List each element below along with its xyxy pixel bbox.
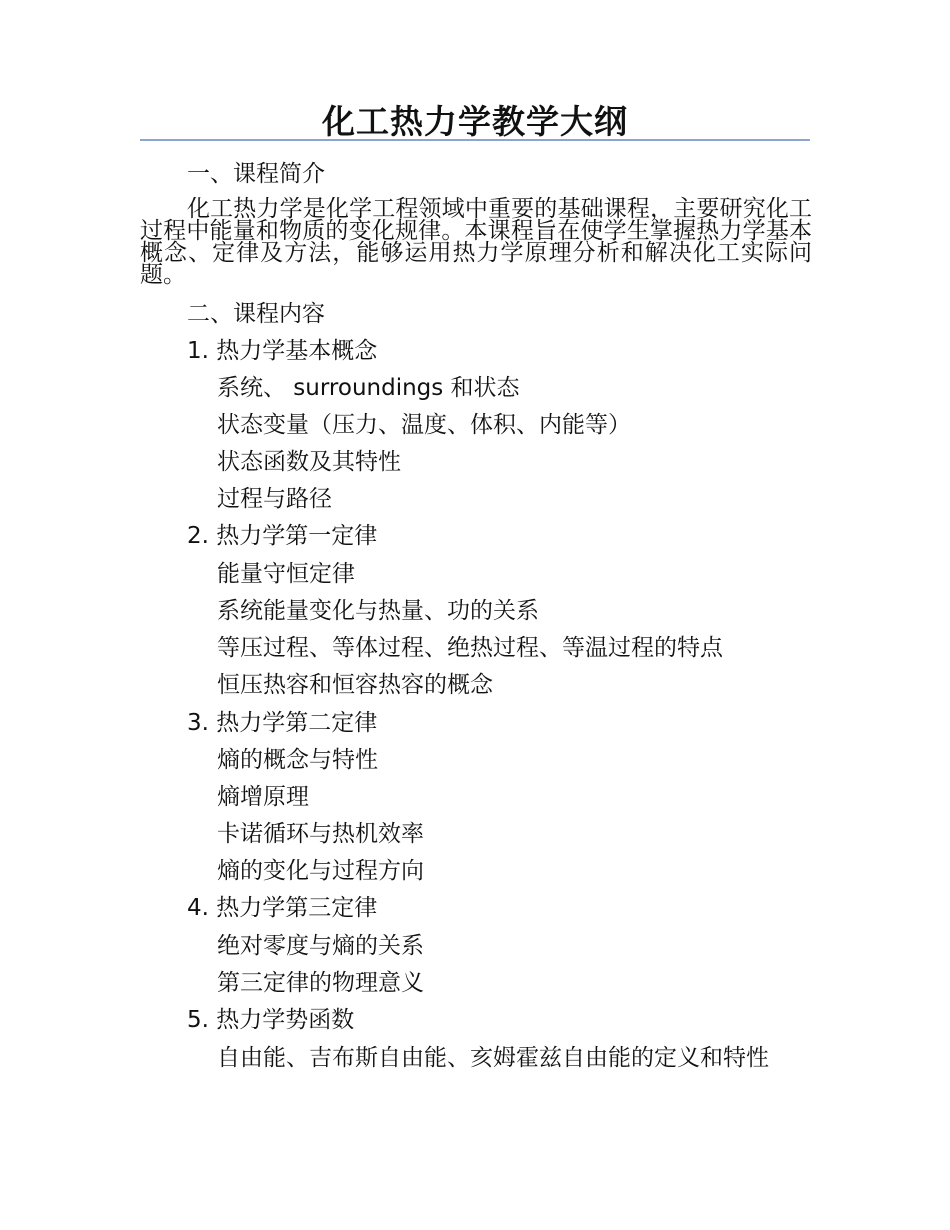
topic-item: 第三定律的物理意义 bbox=[217, 970, 424, 996]
topic-item: 状态函数及其特性 bbox=[217, 449, 401, 475]
topic-heading: 5. 热力学势函数 bbox=[187, 1007, 355, 1033]
topic-heading: 4. 热力学第三定律 bbox=[187, 895, 378, 921]
topic-item: 系统、 surroundings 和状态 bbox=[217, 375, 520, 401]
topic-item: 绝对零度与熵的关系 bbox=[217, 933, 424, 959]
topic-item: 过程与路径 bbox=[217, 486, 332, 512]
intro-paragraph: 化工热力学是化学工程领域中重要的基础课程，主要研究化工过程中能量和物质的变化规律。本课程旨在使学生掌握热力学基本概念、定律及方法，能够运用热力学原理分析和解决化工实际问题。 bbox=[140, 196, 812, 288]
topic-item: 熵增原理 bbox=[217, 784, 309, 810]
document-title: 化工热力学教学大纲 bbox=[322, 102, 628, 141]
topic-item: 系统能量变化与热量、功的关系 bbox=[217, 598, 539, 624]
topic-item: 能量守恒定律 bbox=[217, 561, 355, 587]
topic-item: 自由能、吉布斯自由能、亥姆霍兹自由能的定义和特性 bbox=[217, 1045, 769, 1071]
topic-item: 卡诺循环与热机效率 bbox=[217, 821, 424, 847]
topic-heading: 3. 热力学第二定律 bbox=[187, 710, 378, 736]
topic-heading: 1. 热力学基本概念 bbox=[187, 338, 378, 364]
title-underline bbox=[140, 139, 810, 141]
topic-item: 恒压热容和恒容热容的概念 bbox=[217, 672, 493, 698]
topic-item: 状态变量（压力、温度、体积、内能等） bbox=[217, 412, 631, 438]
topic-item: 熵的变化与过程方向 bbox=[217, 858, 424, 884]
topic-item: 熵的概念与特性 bbox=[217, 747, 378, 773]
section-heading-intro: 一、课程简介 bbox=[187, 161, 325, 187]
section-heading-content: 二、课程内容 bbox=[187, 301, 325, 327]
topic-heading: 2. 热力学第一定律 bbox=[187, 523, 378, 549]
topic-item: 等压过程、等体过程、绝热过程、等温过程的特点 bbox=[217, 635, 723, 661]
